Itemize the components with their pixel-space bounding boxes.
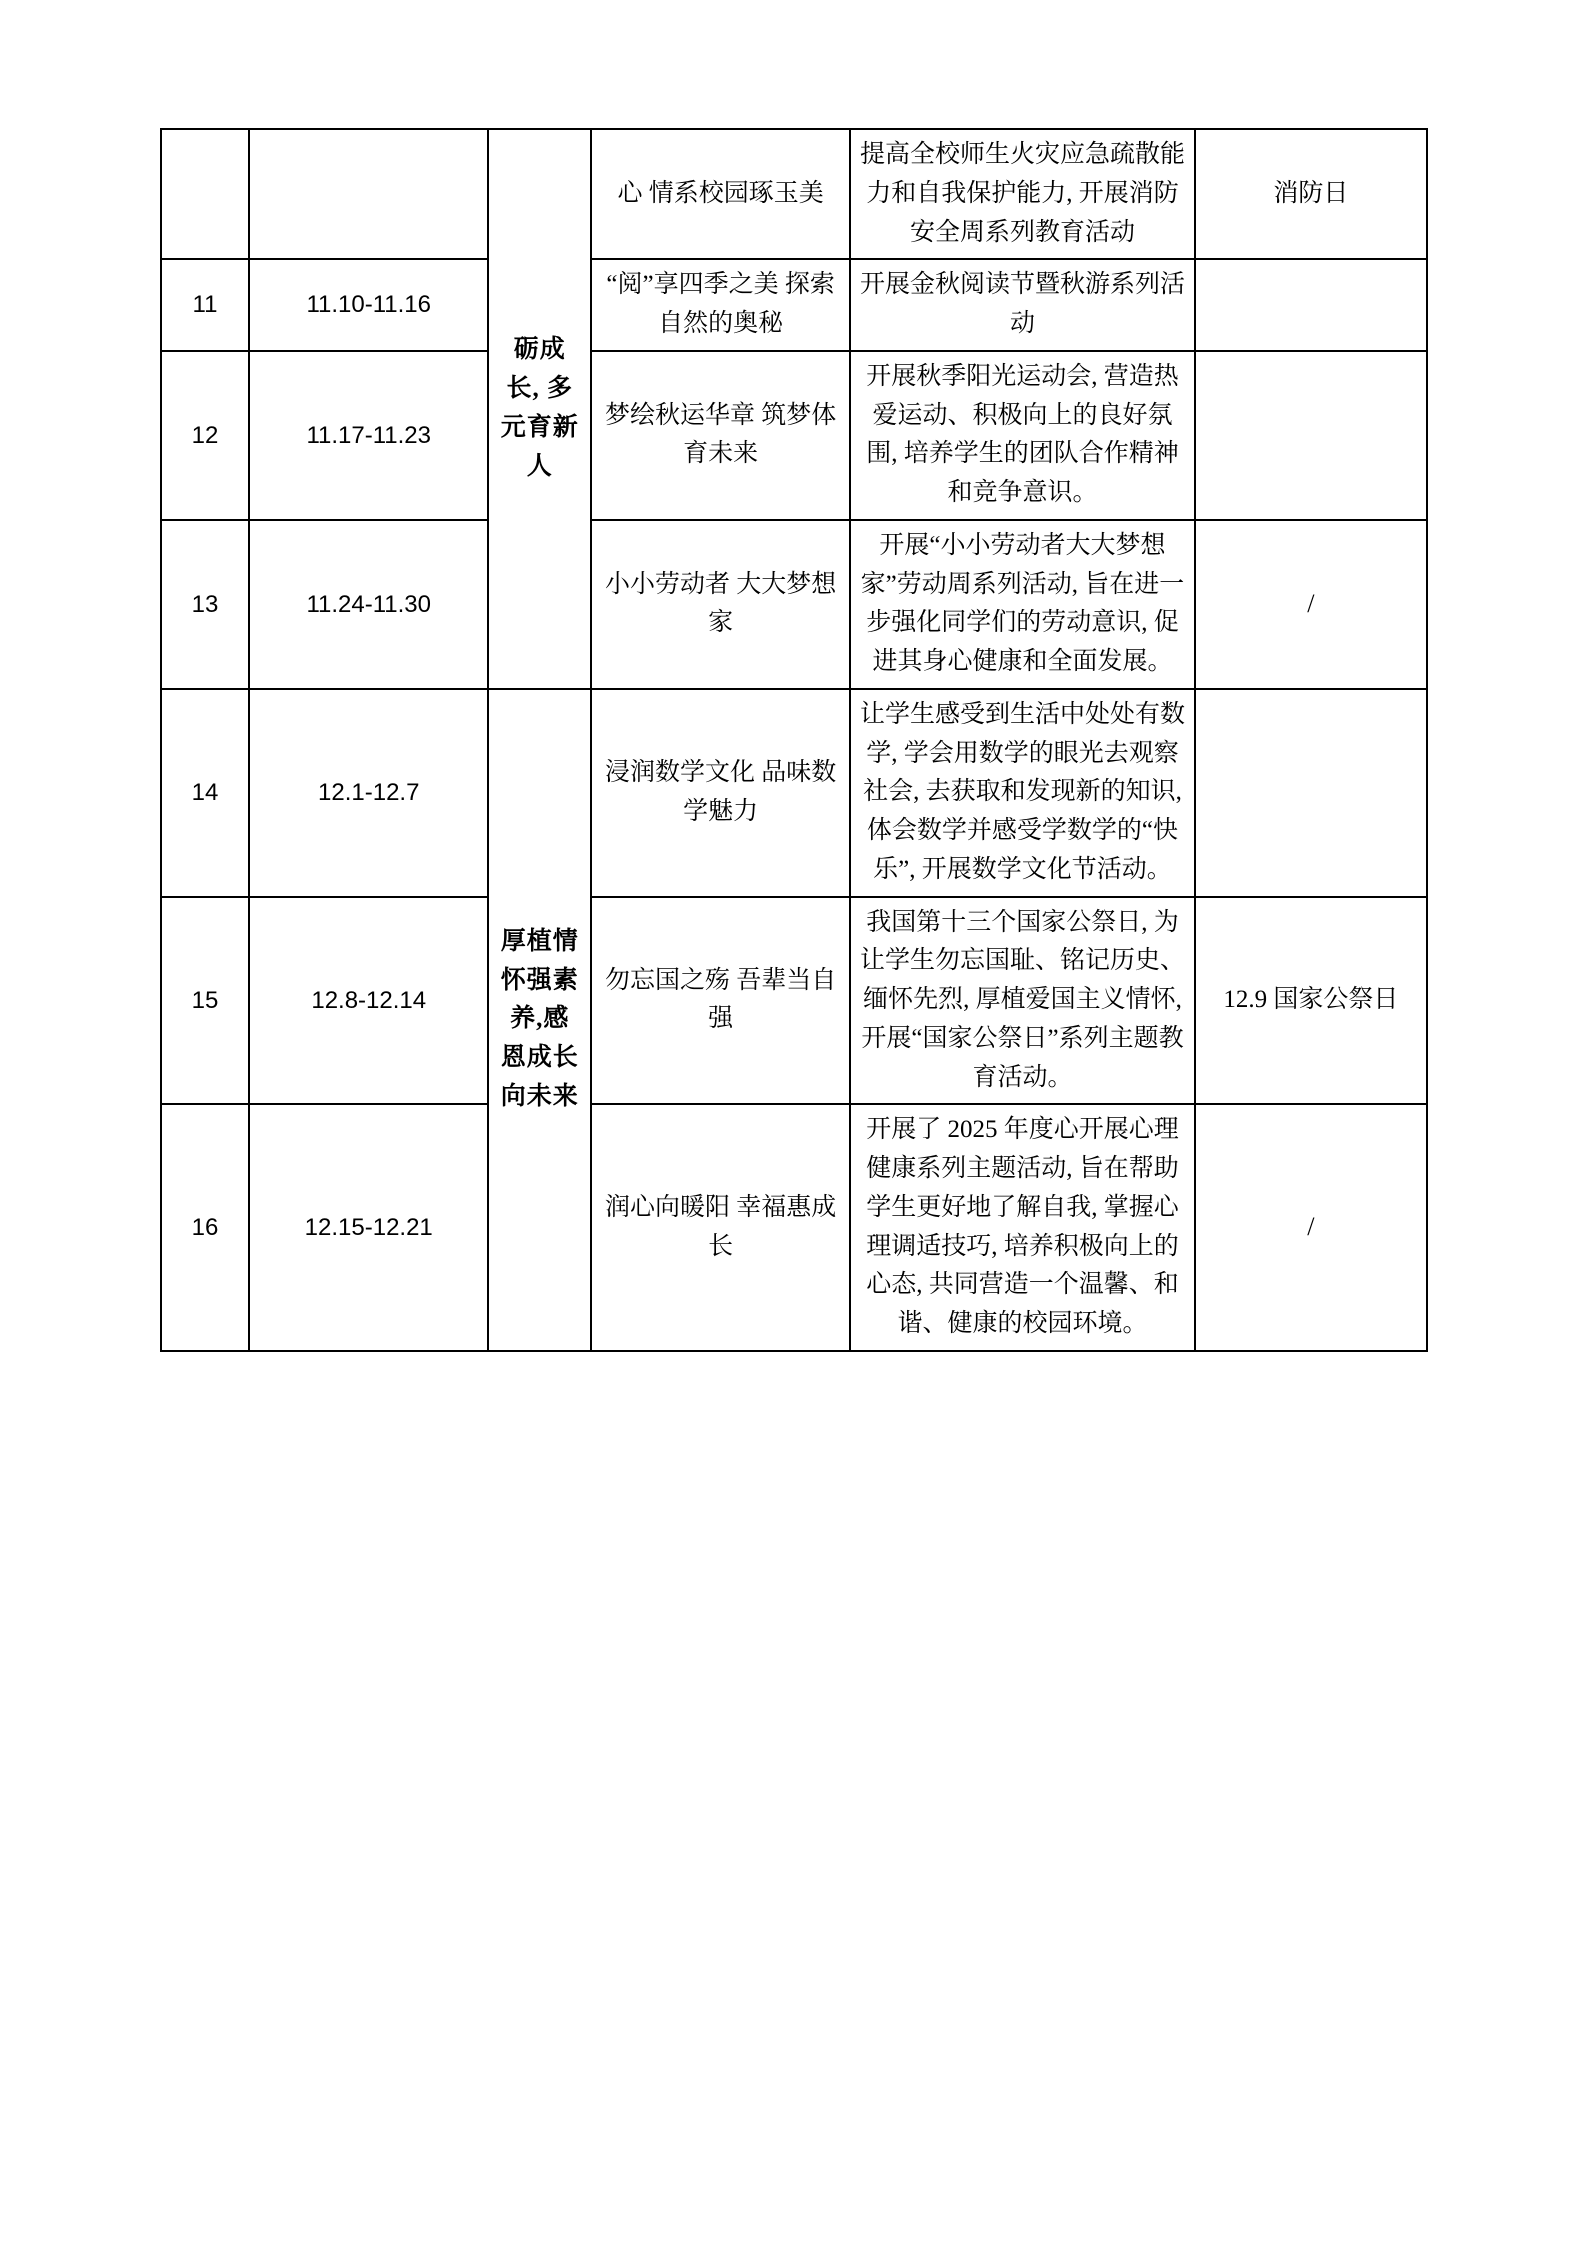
cell-note: / — [1195, 520, 1427, 689]
cell-theme: 砺成长, 多元育新人 — [488, 129, 591, 689]
cell-activity-description: 开展了 2025 年度心开展心理健康系列主题活动, 旨在帮助学生更好地了解自我, 掌握心理调适技巧, 培养积极向上的心态, 共同营造一个温馨、和谐、健康的校园环境。 — [850, 1104, 1195, 1351]
cell-week: 11.17-11.23 — [249, 351, 489, 520]
cell-activity-title: 勿忘国之殇 吾辈当自强 — [591, 897, 850, 1105]
cell-activity-title: 小小劳动者 大大梦想家 — [591, 520, 850, 689]
cell-week: 11.10-11.16 — [249, 259, 489, 351]
cell-week: 11.24-11.30 — [249, 520, 489, 689]
table-row — [161, 520, 1427, 689]
cell-activity-title: 润心向暖阳 幸福惠成长 — [591, 1104, 850, 1351]
table-body — [161, 129, 1427, 1351]
cell-activity-description: 开展“小小劳动者大大梦想家”劳动周系列活动, 旨在进一步强化同学们的劳动意识, 促进其身心健康和全面发展。 — [850, 520, 1195, 689]
cell-week — [249, 129, 489, 259]
cell-activity-title: 浸润数学文化 品味数学魅力 — [591, 689, 850, 897]
cell-activity-description: 开展金秋阅读节暨秋游系列活动 — [850, 259, 1195, 351]
cell-index: 13 — [161, 520, 249, 689]
cell-activity-description: 让学生感受到生活中处处有数学, 学会用数学的眼光去观察社会, 去获取和发现新的知识, 体会数学并感受学数学的“快乐”, 开展数学文化节活动。 — [850, 689, 1195, 897]
cell-activity-description: 开展秋季阳光运动会, 营造热爱运动、积极向上的良好氛围, 培养学生的团队合作精神和竞争意识。 — [850, 351, 1195, 520]
table-row — [161, 689, 1427, 897]
cell-activity-title: “阅”享四季之美 探索自然的奥秘 — [591, 259, 850, 351]
table-row — [161, 897, 1427, 1105]
cell-index: 15 — [161, 897, 249, 1105]
cell-note — [1195, 259, 1427, 351]
cell-activity-description: 提高全校师生火灾应急疏散能力和自我保护能力, 开展消防安全周系列教育活动 — [850, 129, 1195, 259]
activity-schedule-table — [160, 128, 1428, 1352]
table-row — [161, 259, 1427, 351]
cell-theme: 厚植情怀强素养,感恩成长向未来 — [488, 689, 591, 1351]
cell-week: 12.1-12.7 — [249, 689, 489, 897]
table-row — [161, 129, 1427, 259]
cell-week: 12.8-12.14 — [249, 897, 489, 1105]
cell-activity-description: 我国第十三个国家公祭日, 为让学生勿忘国耻、铭记历史、缅怀先烈, 厚植爱国主义情怀, 开展“国家公祭日”系列主题教育活动。 — [850, 897, 1195, 1105]
cell-note: / — [1195, 1104, 1427, 1351]
table-row — [161, 1104, 1427, 1351]
cell-index: 16 — [161, 1104, 249, 1351]
cell-note: 消防日 — [1195, 129, 1427, 259]
cell-note — [1195, 689, 1427, 897]
cell-activity-title: 心 情系校园琢玉美 — [591, 129, 850, 259]
cell-index — [161, 129, 249, 259]
cell-week: 12.15-12.21 — [249, 1104, 489, 1351]
cell-index: 11 — [161, 259, 249, 351]
cell-index: 14 — [161, 689, 249, 897]
cell-note — [1195, 351, 1427, 520]
cell-note: 12.9 国家公祭日 — [1195, 897, 1427, 1105]
cell-index: 12 — [161, 351, 249, 520]
table-row — [161, 351, 1427, 520]
cell-activity-title: 梦绘秋运华章 筑梦体育未来 — [591, 351, 850, 520]
